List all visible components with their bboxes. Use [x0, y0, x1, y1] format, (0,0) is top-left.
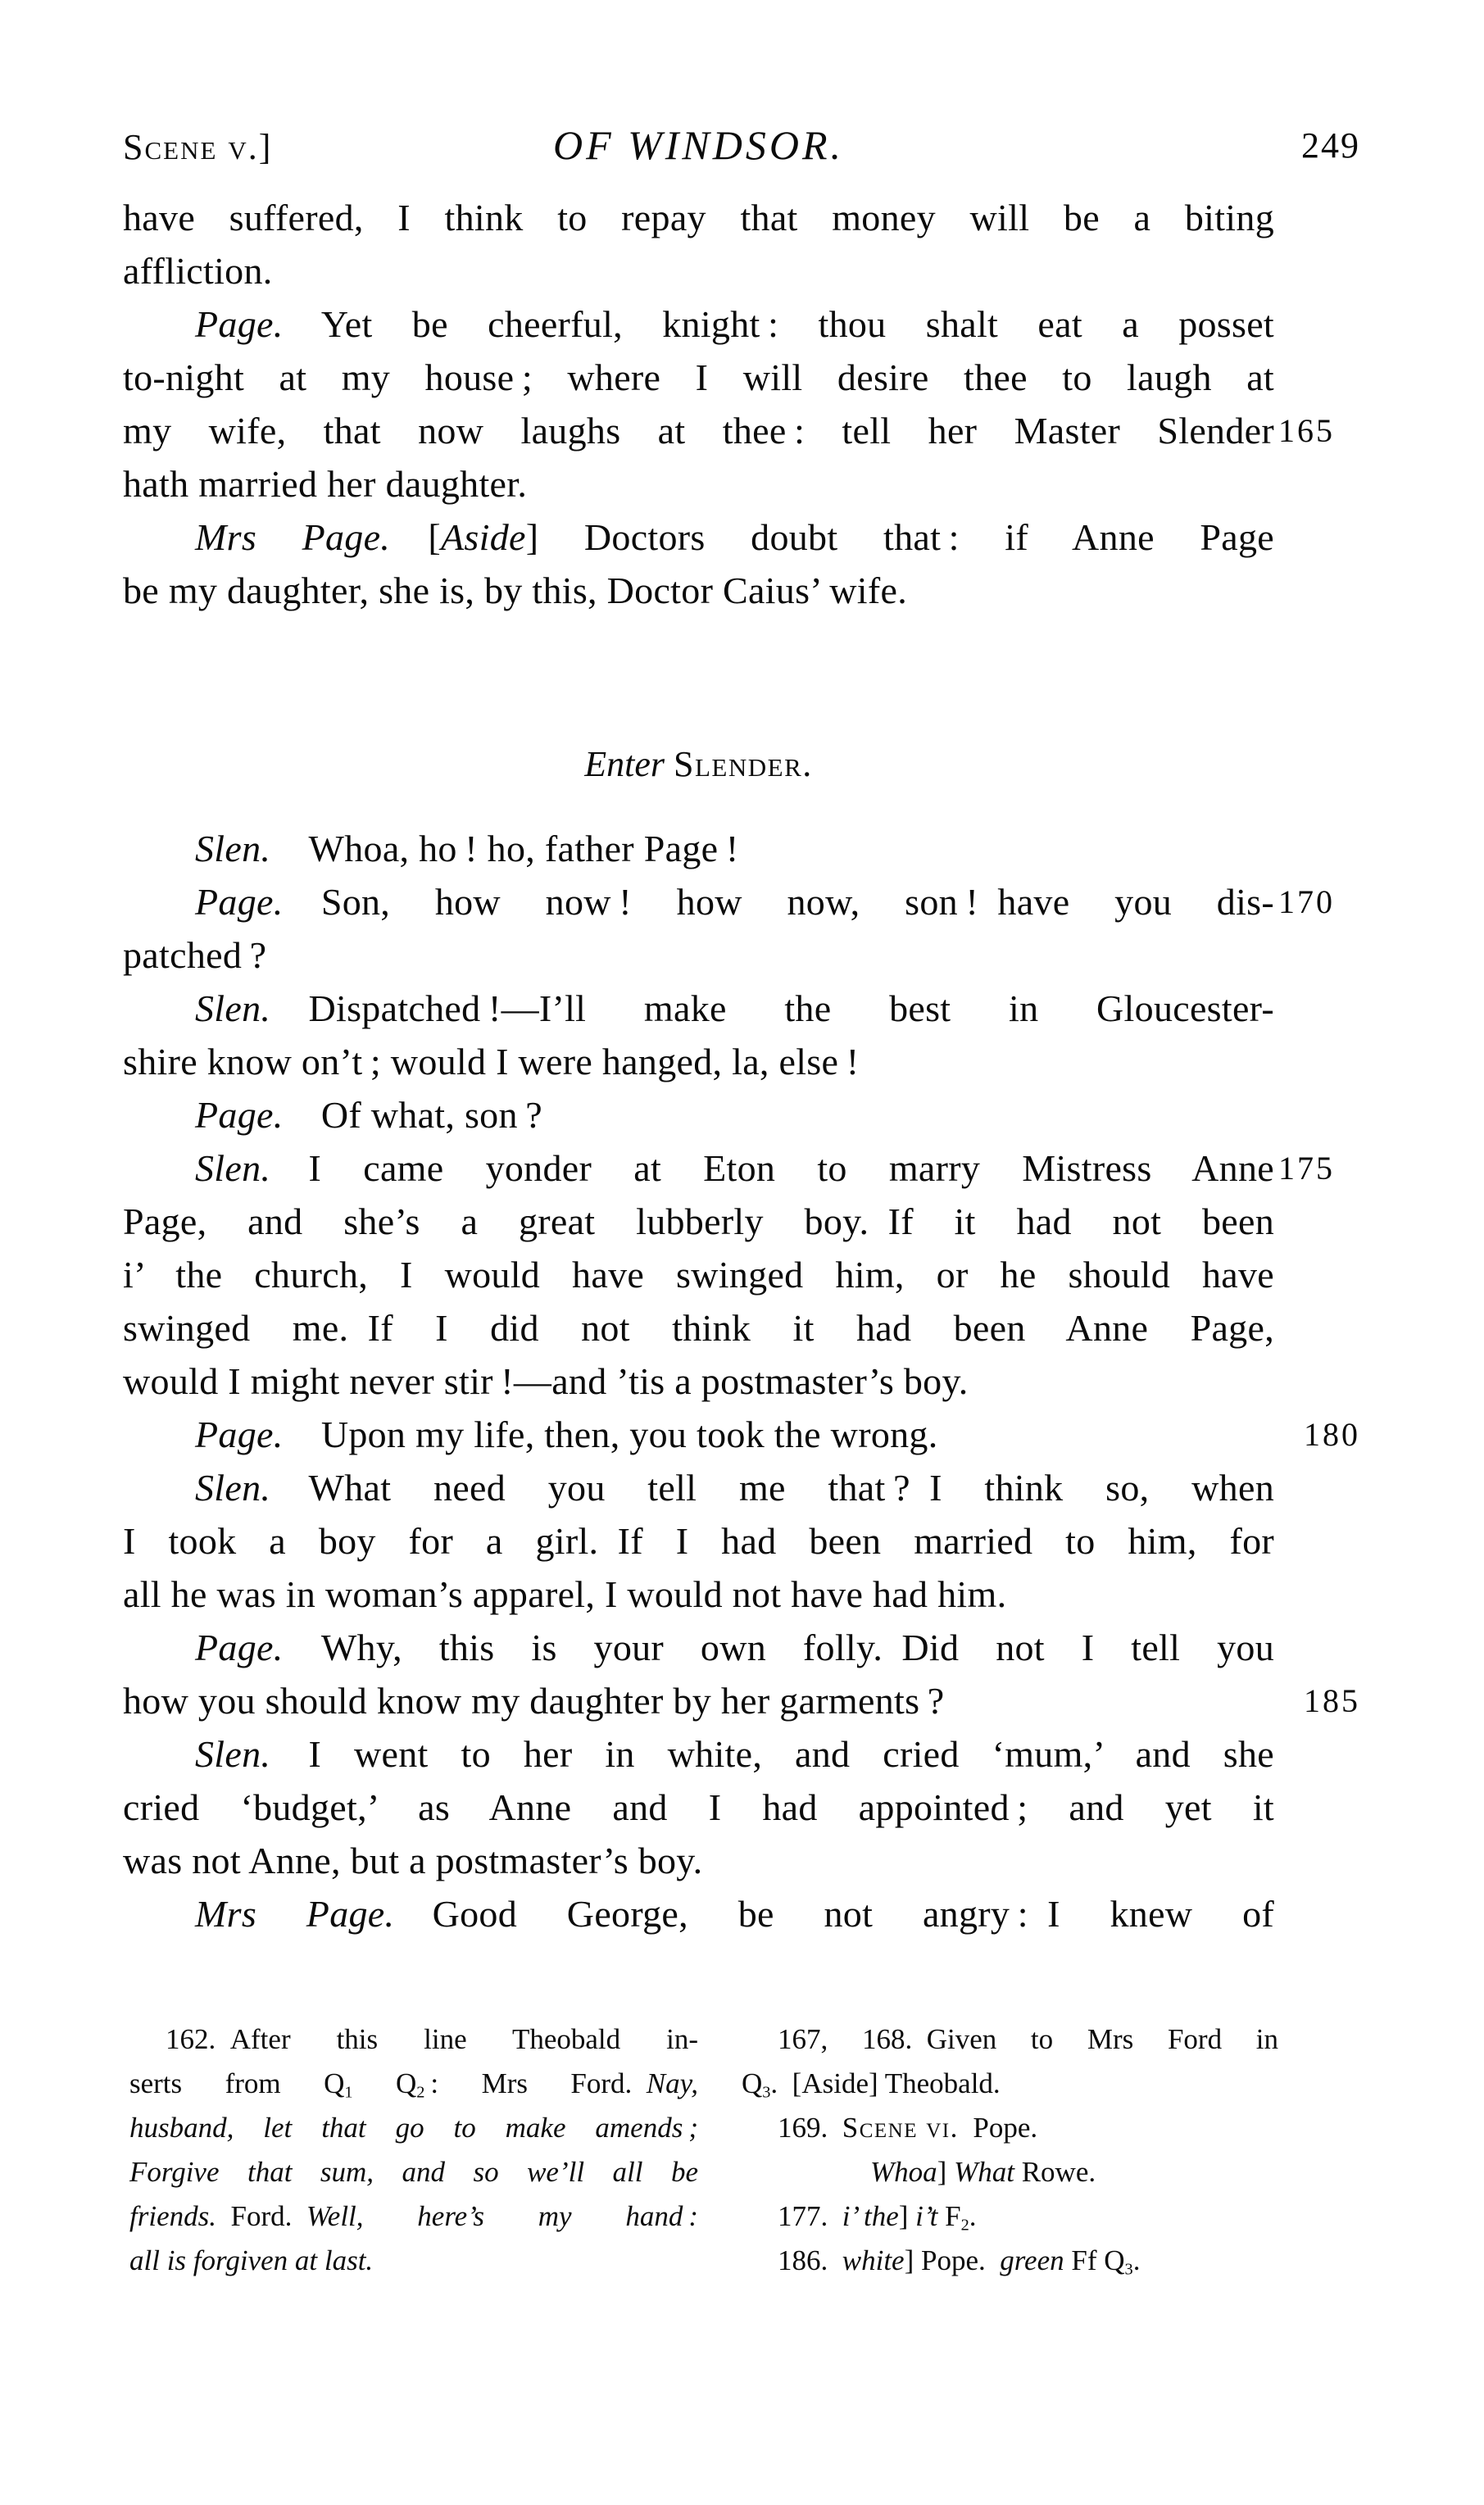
page-header [0, 121, 1484, 170]
text-line [123, 351, 1274, 404]
text-line [123, 928, 1274, 982]
text-segment: Pope. [958, 2112, 1038, 2144]
text-segment: I went to her in white, and cried ‘mum,’ and she [270, 1733, 1274, 1775]
text-line [123, 1621, 1274, 1674]
text-segment: 177. [778, 2200, 842, 2232]
text-line [742, 2017, 1278, 2062]
text-segment: swinged me. If I did not think it had been Anne Page, [123, 1307, 1274, 1349]
text-line [123, 1035, 1274, 1088]
text-line [123, 1727, 1274, 1781]
text-line [129, 2017, 698, 2062]
text-segment: . [Aside] Theobald. [770, 2067, 1001, 2099]
text-segment: Slen. [195, 828, 271, 869]
text-segment: shire know on’t ; would I were hanged, la, else ! [123, 1041, 860, 1082]
subscript-text: 2 [960, 2216, 969, 2235]
stage-direction [123, 740, 1274, 789]
text-segment: 167, 168. Given to Mrs Ford in [778, 2023, 1278, 2055]
text-segment: Q [742, 2067, 763, 2099]
text-segment: : Mrs Ford. [424, 2067, 647, 2099]
text-line [123, 1514, 1274, 1568]
text-line [742, 2194, 1278, 2239]
text-segment: F [937, 2200, 961, 2232]
text-line [129, 2150, 698, 2194]
text-segment: Dispatched !—I’ll make the best in Gloucester- [270, 987, 1274, 1029]
text-segment: Whoa, ho ! ho, father Page ! [270, 828, 739, 869]
text-segment: Mrs Page. [195, 1893, 395, 1935]
text-line [123, 1195, 1274, 1248]
margin-line-number: 165 [1278, 412, 1335, 449]
text-segment: Yet be cheerful, knight : thou shalt eat a posset [283, 303, 1274, 345]
text-segment: Upon my life, then, you took the wrong. [283, 1414, 938, 1455]
body-text-upper [123, 191, 1335, 617]
text-line [123, 1781, 1274, 1834]
text-segment: all is forgiven at last. [129, 2244, 374, 2276]
text-line [123, 982, 1274, 1035]
text-line [123, 1301, 1274, 1355]
text-line [742, 2150, 1278, 2194]
text-segment: Page. [195, 1627, 284, 1668]
text-segment: ] [898, 2200, 916, 2232]
text-segment: Good George, be not angry : I knew of [394, 1893, 1274, 1935]
text-line [123, 511, 1274, 564]
text-segment: all he was in woman’s apparel, I would not have had him. [123, 1573, 1007, 1615]
footnote-column-left [129, 2017, 698, 2283]
text-line [123, 1568, 1274, 1621]
margin-line-number: 185 [1304, 1682, 1360, 1719]
text-line [123, 191, 1274, 244]
text-segment: Of what, son ? [283, 1094, 542, 1136]
footnote-column-right [742, 2017, 1278, 2283]
text-segment: would I might never stir !—and ’tis a postmaster’s boy. [123, 1360, 969, 1402]
margin-line-number: 180 [1304, 1416, 1360, 1453]
text-segment: Well, here’s my hand : [306, 2200, 698, 2232]
running-title: OF WINDSOR. [552, 122, 845, 168]
text-segment: was not Anne, but a postmaster’s boy. [123, 1840, 703, 1881]
text-segment: Ff Q [1064, 2244, 1125, 2276]
text-segment: affliction. [123, 250, 273, 292]
text-line [123, 404, 1335, 457]
margin-line-number: 175 [1278, 1150, 1335, 1187]
text-segment: husband, let that go to make amends ; [129, 2112, 698, 2144]
text-segment: i’ the church, I would have swinged him, or he should have [123, 1254, 1274, 1296]
text-segment: white [842, 2244, 905, 2276]
text-segment: Enter [584, 744, 674, 784]
text-line [123, 1834, 1274, 1887]
text-segment: be my daughter, she is, by this, Doctor Caius’ wife. [123, 570, 908, 611]
text-segment: patched ? [123, 934, 267, 976]
text-line [123, 297, 1274, 351]
text-line [129, 2239, 698, 2283]
text-segment: my wife, that now laughs at thee : tell her Master Slender [123, 410, 1274, 452]
text-segment: i’ the [842, 2200, 899, 2232]
text-segment: Page. [195, 1094, 284, 1136]
text-segment: hath married her daughter. [123, 463, 528, 505]
text-segment: Page. [195, 303, 284, 345]
margin-line-number: 170 [1278, 883, 1335, 920]
text-line [742, 2062, 1278, 2106]
text-line [129, 2062, 698, 2106]
text-segment: What [954, 2156, 1014, 2188]
text-segment: . [1132, 2244, 1141, 2276]
text-segment: I took a boy for a girl. If I had been married to him, for [123, 1520, 1274, 1562]
text-line [123, 244, 1274, 297]
text-segment: Scene vi. [842, 2112, 959, 2144]
text-line [123, 1141, 1335, 1195]
text-line [129, 2194, 698, 2239]
text-line [123, 822, 1274, 875]
text-segment: friends. [129, 2200, 216, 2232]
text-segment: serts from Q [129, 2067, 345, 2099]
text-line [123, 1088, 1274, 1141]
text-segment: 186. [778, 2244, 842, 2276]
text-segment: green [1000, 2244, 1064, 2276]
subscript-text: 3 [1124, 2260, 1133, 2279]
text-segment: I came yonder at Eton to marry Mistress Anne [270, 1147, 1274, 1189]
text-segment: 169. [778, 2112, 842, 2144]
text-segment: ] Pope. [904, 2244, 1001, 2276]
text-segment: how you should know my daughter by her garments ? [123, 1680, 945, 1722]
subscript-text: 2 [416, 2083, 425, 2102]
subscript-text: 1 [344, 2083, 353, 2102]
text-segment: i’t [915, 2200, 938, 2232]
scene-label: Scene v.] [123, 127, 273, 167]
text-line [123, 457, 1274, 511]
text-segment: Whoa [870, 2156, 937, 2188]
text-segment: 162. After this line Theobald in- [166, 2023, 698, 2055]
text-segment: [ [390, 516, 442, 558]
text-segment: Ford. [216, 2200, 306, 2232]
text-line [123, 1887, 1274, 1940]
text-line [742, 2106, 1278, 2150]
text-line [123, 1461, 1274, 1514]
text-line [123, 1248, 1274, 1301]
text-segment: cried ‘budget,’ as Anne and I had appointed ; and yet it [123, 1786, 1274, 1828]
text-segment: Aside [441, 516, 526, 558]
text-segment: have suffered, I think to repay that money will be a biting [123, 197, 1274, 238]
text-segment: Rowe. [1014, 2156, 1096, 2188]
text-segment: Page, and she’s a great lubberly boy. If it had not been [123, 1200, 1274, 1242]
text-segment: What need you tell me that ? I think so, when [270, 1467, 1274, 1509]
text-segment: Son, how now ! how now, son ! have you dis- [283, 881, 1274, 923]
text-line [123, 1355, 1274, 1408]
text-segment: Slen. [195, 1147, 271, 1189]
text-line [123, 564, 1274, 617]
text-line [123, 1408, 1360, 1461]
text-segment: Page. [195, 881, 284, 923]
text-segment: Slen. [195, 987, 271, 1029]
text-segment: Why, this is your own folly. Did not I tell you [283, 1627, 1274, 1668]
text-segment: Slender. [674, 744, 813, 784]
body-text-lower [123, 822, 1360, 1940]
text-segment: ] Doctors doubt that : if Anne Page [525, 516, 1274, 558]
text-segment: Nay, [646, 2067, 698, 2099]
text-segment: Q [352, 2067, 417, 2099]
text-line [742, 2239, 1278, 2283]
text-segment: Page. [195, 1414, 284, 1455]
text-line [129, 2106, 698, 2150]
text-segment: Mrs Page. [195, 516, 391, 558]
subscript-text: 3 [762, 2083, 771, 2102]
page-number: 249 [1301, 125, 1360, 166]
text-segment: . [969, 2200, 977, 2232]
text-segment: Forgive that sum, and so we’ll all be [129, 2156, 698, 2188]
text-line [123, 875, 1335, 928]
text-segment: ] [937, 2156, 955, 2188]
text-segment: Slen. [195, 1733, 271, 1775]
text-segment: Slen. [195, 1467, 271, 1509]
text-line [123, 1674, 1360, 1727]
text-segment: to-night at my house ; where I will desire thee to laugh at [123, 356, 1274, 398]
